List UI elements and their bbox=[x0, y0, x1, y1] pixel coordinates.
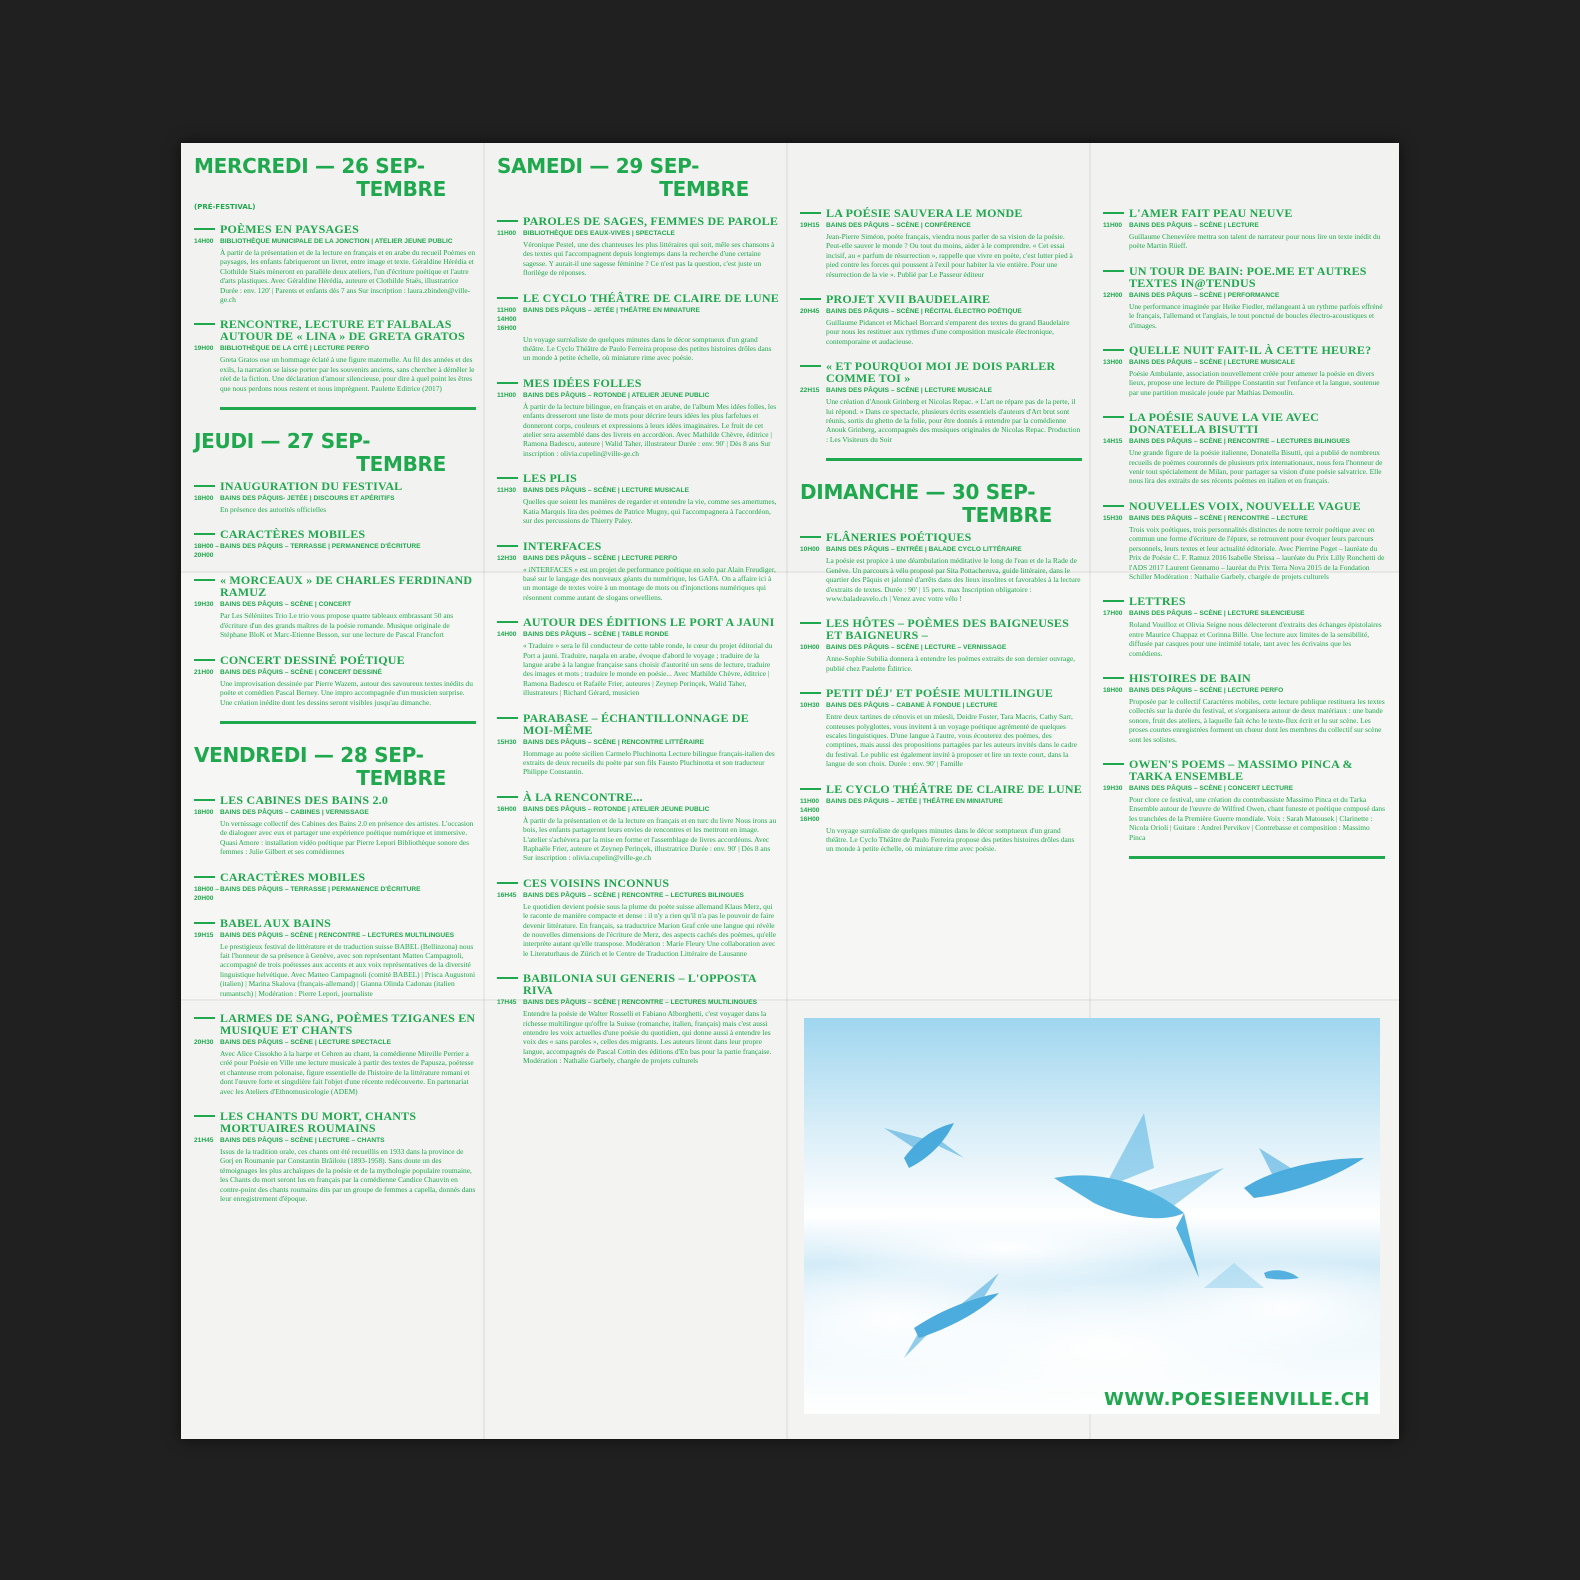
event-time: 11H30 bbox=[497, 487, 517, 495]
event-title: INTERFACES bbox=[497, 540, 779, 552]
event-list bbox=[800, 531, 1082, 854]
event-meta bbox=[194, 344, 476, 353]
event-description: « Traduire » sera le fil conducteur de cette table ronde, le cœur du projet éditorial du Port a jauni. Traduire, naqala en arabe, évoque d'abord le voyage ; traduire de la langue arabe à la langue française sans choisir d'autorité un sens de lecture, traduire des images et mots ; traduire le monde en poésie... Avec Mathilde Chèvre, éditrice | Ramona Badescu et Rafaële Frier, auteures | Zeynep Perinçek, Walid Taher, illustrateurs | Richard Gérard, musicien bbox=[523, 641, 773, 698]
day-heading-saturday bbox=[497, 155, 779, 201]
event-description: Guillaume Chenevière mettra son talent de narrateur pour nous lire un texte inédit du poète Martin Rüeff. bbox=[1129, 232, 1381, 251]
event-title: CONCERT DESSINÉ POÉTIQUE bbox=[194, 654, 476, 666]
event-title: LES PLIS bbox=[497, 472, 779, 484]
event-description: Quelles que soient les manières de regarder et entendre la vie, comme ses amertumes, Katia Marquis lira des poèmes de Patrice Mugny, qui l'accompagnera à l'accordéon, sur des percussions de Thierry Paley. bbox=[523, 497, 777, 526]
event-venue: BIBLIOTHÈQUE DE LA CITÉ | LECTURE PERFO bbox=[220, 345, 370, 353]
event-title: PROJET XVII BAUDELAIRE bbox=[800, 293, 1082, 305]
event-venue: BAINS DES PÂQUIS – SCÈNE | LECTURE MUSICALE bbox=[826, 387, 992, 395]
day-heading-line1: MERCREDI — 26 SEP- bbox=[194, 154, 425, 178]
event-meta bbox=[497, 998, 779, 1007]
event-item bbox=[194, 654, 476, 707]
event-item bbox=[1103, 672, 1385, 744]
event-venue: BAINS DES PÂQUIS – SCÈNE | RÉCITAL ÉLECTRO POÉTIQUE bbox=[826, 308, 1022, 316]
event-venue: BAINS DES PÂQUIS – SCÈNE | LECTURE – CHANTS bbox=[220, 1137, 385, 1144]
event-venue: BAINS DES PÂQUIS – SCÈNE | TABLE RONDE bbox=[523, 631, 669, 639]
column-wednesday-thursday-friday bbox=[194, 155, 476, 1217]
event-meta bbox=[1103, 437, 1385, 446]
event-item bbox=[800, 293, 1082, 346]
event-description: Une performance imaginée par Heike Fiedler, mélangeant à un rythme parfois effréné le français, l'allemand et l'anglais, le tout ponctué de boucles électro-acoustiques et d'images. bbox=[1129, 301, 1383, 330]
event-time: 15H30 bbox=[497, 738, 517, 746]
event-item bbox=[800, 531, 1082, 603]
event-venue: BAINS DES PÂQUIS- JETÉE | DISCOURS ET APÉRITIFS bbox=[220, 495, 395, 503]
event-item bbox=[497, 540, 779, 603]
event-meta bbox=[497, 738, 779, 747]
event-time: 20H30 bbox=[194, 1038, 214, 1046]
event-description: En présence des autorités officielles bbox=[220, 505, 327, 515]
event-venue: BAINS DES PÂQUIS – SCÈNE | LECTURE PERFO bbox=[1129, 686, 1284, 694]
event-description: À partir de la présentation et de la lecture en français et en turc du livre Nous irons au bois, les enfants partageront leurs envies de rencontres et les mettront en image. L'atelier s'achèvera par la mise en forme et l'assemblage de livres accordéons. Avec Raphaële Frier, auteure et Zeynep Perinçek, illustratrice Durée : env. 90' | Dès 8 ans Sur inscription : olivia.cupelin@ville-ge.ch bbox=[523, 815, 777, 863]
day-heading-line2: TEMBRE bbox=[962, 503, 1052, 528]
event-time: 11H00 14H00 16H00 bbox=[497, 306, 517, 332]
event-time: 21H00 bbox=[194, 668, 214, 676]
event-item bbox=[194, 318, 476, 393]
event-time: 19H30 bbox=[1103, 784, 1123, 792]
event-venue: BAINS DES PÂQUIS – SCÈNE | LECTURE MUSICALE bbox=[523, 487, 689, 495]
event-item bbox=[497, 712, 779, 777]
event-meta bbox=[194, 885, 476, 903]
event-title: QUELLE NUIT FAIT-IL À CETTE HEURE? bbox=[1103, 344, 1385, 356]
event-meta bbox=[194, 542, 476, 560]
event-item bbox=[800, 207, 1082, 279]
event-venue: BIBLIOTHÈQUE MUNICIPALE DE LA JONCTION | ATELIER JEUNE PUBLIC bbox=[220, 238, 453, 245]
fold-line bbox=[483, 143, 485, 1439]
event-title: AUTOUR DES ÉDITIONS LE PORT A JAUNI bbox=[497, 616, 779, 628]
event-meta bbox=[194, 931, 476, 940]
event-title: PETIT DÉJ' ET POÉSIE MULTILINGUE bbox=[800, 687, 1082, 699]
event-title: « MORCEAUX » DE CHARLES FERDINAND RAMUZ bbox=[194, 574, 476, 598]
event-time: 21H45 bbox=[194, 1137, 214, 1144]
event-item bbox=[194, 871, 476, 903]
event-venue: BAINS DES PÂQUIS – SCÈNE | LECTURE bbox=[1129, 222, 1259, 229]
event-item bbox=[800, 360, 1082, 444]
day-heading-line1: SAMEDI — 29 SEP- bbox=[497, 154, 700, 178]
pre-festival-label: (PRÉ-FESTIVAL) bbox=[194, 203, 256, 211]
event-description: Une improvisation dessinée par Pierre Wazem, autour des savoureux textes inédits du poète et comédien Pascal Berney. Une impro accompagnée d'un musicien surprise. Une création inédite dont les dessins seront visibles jusqu'au dimanche. bbox=[220, 678, 473, 707]
event-time: 16H45 bbox=[497, 891, 517, 899]
event-title: LARMES DE SANG, POÈMES TZIGANES EN MUSIQUE ET CHANTS bbox=[194, 1012, 476, 1036]
event-title: L'AMER FAIT PEAU NEUVE bbox=[1103, 207, 1385, 219]
event-time: 12H00 bbox=[1103, 291, 1123, 299]
event-title: LES CHANTS DU MORT, CHANTS MORTUAIRES ROUMAINS bbox=[194, 1110, 476, 1134]
event-venue: BAINS DES PÂQUIS – SCÈNE | RENCONTRE – LECTURES BILINGUES bbox=[523, 891, 744, 899]
event-time: 17H00 bbox=[1103, 610, 1123, 618]
event-venue: BAINS DES PÂQUIS – SCÈNE | RENCONTRE LITTÉRAIRE bbox=[523, 738, 704, 746]
event-venue: BAINS DES PÂQUIS – SCÈNE | RENCONTRE – LECTURES MULTILINGUES bbox=[523, 999, 757, 1007]
event-venue: BAINS DES PÂQUIS – SCÈNE | RENCONTRE – LECTURES BILINGUES bbox=[1129, 438, 1350, 446]
event-meta bbox=[1103, 609, 1385, 618]
event-time: 16H00 bbox=[497, 805, 517, 813]
event-item bbox=[194, 794, 476, 857]
event-description: La poésie est propice à une déambulation méditative le long de l'eau et de la Rade de Genève. Un parcours à vélo proposé par Sita Pottacheruva, guide littéraire, dans le quartier des Pâquis et jalonné d'arrêts dans des lieux insolites et favorables à la lecture d'extraits de textes. Durée : 90' | 15 pers. max Inscription obligatoire : www.baladeavelo.ch | Venez avec votre vélo ! bbox=[826, 556, 1081, 603]
event-description: Avec Alice Cissokho à la harpe et Cehren au chant, la comédienne Mireille Perrier a créé pour Poésie en Ville une lecture musicale à partir des textes de Papusza, poétesse et chanteuse rrom polonaise, figure essentielle de l'histoire de la littérature romani et dont l'œuvre forte et singulière fait l'objet d'une récente redécouverte. En partenariat avec les Ateliers d'Ethnomusicologie (ADEM) bbox=[220, 1048, 474, 1096]
event-venue: BAINS DES PÂQUIS – CABANE À FONDUE | LECTURE bbox=[826, 702, 998, 710]
event-description: Pour clore ce festival, une création du contrebassiste Massimo Pinca et du Tarka Ensemble autour de l'œuvre de Wilfred Owen, chant funeste et poétique composé dans les tranchées de la Première Guerre mondiale. Voix : Sarah Matousek | Clarinette : Nicola Orioli | Guitare : Andrei Pervikov | Contrebasse et composition : Massimo Pinca bbox=[1129, 794, 1385, 842]
event-meta bbox=[1103, 291, 1385, 300]
day-heading-line2: TEMBRE bbox=[659, 177, 749, 201]
event-time: 15H30 bbox=[1103, 514, 1123, 522]
event-title: BABILONIA SUI GENERIS – L'OPPOSTA RIVA bbox=[497, 972, 779, 996]
day-heading-line2: TEMBRE bbox=[356, 452, 446, 477]
event-time: 14H00 bbox=[194, 238, 214, 245]
event-venue: BAINS DES PÂQUIS – TERRASSE | PERMANENCE D'ÉCRITURE bbox=[220, 885, 421, 893]
event-meta bbox=[497, 891, 779, 900]
event-description: Un voyage surréaliste de quelques minutes dans le décor somptueux d'un grand théâtre. Le Cyclo Théâtre de Paulo Ferreira propose des petites histoires drôles dans un monde à petite échelle, où miniature rime avec poésie. bbox=[523, 334, 772, 363]
event-time: 19H30 bbox=[194, 601, 214, 609]
column-sunday-afternoon bbox=[1103, 207, 1385, 879]
event-title: « ET POURQUOI MOI JE DOIS PARLER COMME TOI » bbox=[800, 360, 1082, 384]
event-venue: BAINS DES PÂQUIS – ROTONDE | ATELIER JEUNE PUBLIC bbox=[523, 391, 710, 399]
event-title: BABEL AUX BAINS bbox=[194, 917, 476, 929]
event-item bbox=[194, 480, 476, 514]
event-meta bbox=[194, 668, 476, 677]
event-time: 12H30 bbox=[497, 554, 517, 562]
event-item bbox=[194, 1012, 476, 1096]
event-title: LE CYCLO THÉÂTRE DE CLAIRE DE LUNE bbox=[800, 783, 1082, 795]
event-time: 18H00 – 20H00 bbox=[194, 543, 219, 560]
event-meta bbox=[800, 701, 1082, 710]
event-title: LA POÉSIE SAUVERA LE MONDE bbox=[800, 207, 1082, 219]
event-venue: BIBLIOTHÈQUE DES EAUX-VIVES | SPECTACLE bbox=[523, 230, 675, 237]
event-meta bbox=[497, 805, 779, 814]
event-time: 17H45 bbox=[497, 999, 517, 1007]
event-meta bbox=[1103, 784, 1385, 793]
event-title: OWEN'S POEMS – MASSIMO PINCA & TARKA ENSEMBLE bbox=[1103, 758, 1385, 782]
event-venue: BAINS DES PÂQUIS – CABINES | VERNISSAGE bbox=[220, 808, 369, 816]
event-item bbox=[194, 1110, 476, 1203]
event-list bbox=[497, 215, 779, 1066]
event-time: 11H00 bbox=[1103, 222, 1123, 229]
event-title: LES HÔTES – POÈMES DES BAIGNEUSES ET BAIGNEURS – bbox=[800, 617, 1082, 641]
event-item bbox=[1103, 411, 1385, 486]
event-meta bbox=[497, 306, 779, 333]
section-rule bbox=[220, 721, 476, 724]
day-heading-line2: TEMBRE bbox=[356, 177, 446, 201]
event-title: NOUVELLES VOIX, NOUVELLE VAGUE bbox=[1103, 500, 1385, 512]
event-meta bbox=[800, 643, 1082, 652]
event-title: LETTRES bbox=[1103, 595, 1385, 607]
event-description: Anne-Sophie Subilia donnera à entendre les poèmes extraits de son dernier ouvrage, publié chez Paulette Éditrice. bbox=[826, 654, 1076, 673]
event-description: Véronique Pestel, une des chanteuses les plus littéraires qui soit, mêle ses chansons à des textes qui l'accompagnent depuis longtemps dans la recherche d'une certaine sagesse. Y aurait-il une sagesse féminine ? Ce n'est pas la question, c'est juste un florilège de réponses. bbox=[523, 240, 775, 278]
event-time: 18H00 – 20H00 bbox=[194, 885, 219, 902]
event-meta bbox=[194, 494, 476, 503]
event-item bbox=[497, 791, 779, 863]
event-meta bbox=[497, 630, 779, 639]
event-time: 18H00 bbox=[1103, 686, 1123, 694]
day-heading-sunday bbox=[800, 481, 1082, 527]
event-title: INAUGURATION DU FESTIVAL bbox=[194, 480, 476, 492]
event-item bbox=[497, 377, 779, 458]
event-description: Une création d'Anouk Grinberg et Nicolas Repac. « L'art ne répare pas de la perte, il lui répond. » Dans ce spectacle, plusieurs écrits essentiels d'auteurs d'Art brut sont réunis, sortis du ghetto de la folie, pour être donnés à entendre par la comédienne Anouk Grinberg, accompagnés des musiques originales de Nicolas Repac. Production : Les Visiteurs du Soir bbox=[826, 397, 1081, 444]
event-description: Une grande figure de la poésie italienne, Donatella Bisutti, qui a publié de nombreux recueils de poèmes couronnés de plusieurs prix internationaux, nous fera l'honneur de venir tout spécialement de Milan, pour partager sa vision d'une poésie salvatrice. Elle nous lira des extraits de ses récents poèmes en italien et en français. bbox=[1129, 448, 1383, 486]
event-description: Un vernissage collectif des Cabines des Bains 2.0 en présence des artistes. L'occasion de dialoguer avec eux et partager une expérience poétique numérique et immersive. Quasi Amore : installation vidéo poétique par Pierre Lepori Bibliothèque sonore des femmes : Julie Gilbert et ses comédiennes bbox=[220, 818, 474, 857]
day-heading-friday bbox=[194, 744, 476, 790]
event-description: Le prestigieux festival de littérature et de traduction suisse BABEL (Bellinzona) nous fait l'honneur de sa présence à Genève, avec son représentant Matteo Campagnoli, accompagné de trois poétesses aux accents et aux voix représentatives de la diversité linguistique helvétique. Avec Matteo Campagnoli (comité BABEL) | Prisca Augustoni (italien) | Marina Skalova (français-allemand) | Gianna Olinda Cadonau (italien rumantsch) | Modération : Pierre Lepori, journaliste bbox=[220, 941, 476, 998]
event-item bbox=[1103, 265, 1385, 330]
event-title: CARACTÈRES MOBILES bbox=[194, 528, 476, 540]
section-rule bbox=[1129, 856, 1385, 859]
event-description: Le quotidien devient poésie sous la plume du poète suisse allemand Klaus Merz, qui le raconte de manière compacte et dense : il n'y a rien qu'il n'a pas le pouvoir de faire devenir littérature. En français, sa traductrice Marion Graf crée une langue qui révèle de nouvelles dimensions de l'écriture de Merz, des aspects cachés des poèmes, qu'elle interprète autant qu'elle transpose. Modération : Marie Fleury Une collaboration avec le Literaturhaus de Zürich et le Centre de Traduction Littéraire de Lausanne bbox=[523, 901, 777, 958]
event-meta bbox=[1103, 358, 1385, 367]
day-heading-line2: TEMBRE bbox=[356, 765, 446, 790]
event-description: Issus de la tradition orale, ces chants ont été recueillis en 1933 dans la province de Gorj en Roumanie par Constantin Brăiloiu (1893-1958). Sans doute un des témoignages les plus archaïques de la poésie et de la mythologie populaire roumaine, les Chants du mort seront lus en français par la comédienne Candice Chauvin en contre-point des chants roumains dits par un groupe de femmes a capella, donnés dans leur enregistrement d'époque. bbox=[220, 1147, 476, 1204]
day-heading-wednesday bbox=[194, 155, 476, 201]
event-item bbox=[497, 472, 779, 525]
event-item bbox=[1103, 595, 1385, 658]
event-meta bbox=[194, 1136, 476, 1145]
event-title: UN TOUR DE BAIN: POE.ME ET AUTRES TEXTES IN@TENDUS bbox=[1103, 265, 1385, 289]
event-meta bbox=[1103, 514, 1385, 523]
event-venue: BAINS DES PÂQUIS – SCÈNE | RENCONTRE – LECTURES MULTILINGUES bbox=[220, 931, 454, 939]
event-description: Roland Vouilloz et Olivia Seigne nous délecteront d'extraits des échanges épistolaires entre Maurice Chappaz et Corinna Bille. Une lecture aux limites de la sensibilité, diffusée par casques pour une intimité totale, tant avec les écrivains que les comédiens. bbox=[1129, 620, 1382, 658]
section-rule bbox=[826, 458, 1082, 461]
event-item bbox=[497, 215, 779, 278]
event-description: Poésie Ambulante, association nouvellement créée pour amener la poésie en divers lieux, propose une lecture de Philippe Constantin sur l'enfance et la langue, soutenue par une partition musicale jouée par Mathias Demoulin. bbox=[1129, 369, 1380, 397]
event-list bbox=[800, 207, 1082, 444]
event-item bbox=[194, 528, 476, 560]
event-description: Trois voix poétiques, trois personnalités distinctes de notre terroir poétique avec en commun une forme d'écriture de l'épure, se retrouvent pour évoquer leurs parcours personnels, leurs textes et leur actualité éditoriale. Avec Pierrine Poget – lauréate du Prix de Poésie C. F. Ramuz 2016 Isabelle Sbrissa – lauréate du Prix Lilly Ronchetti de l'ADS 2017 Laurent Gennamo – lauréat du Prix Terra Nova 2015 de la Fondation Schiller Modération : Nathalie Garbely, chargée de projets culturels bbox=[1129, 524, 1385, 581]
event-meta bbox=[800, 545, 1082, 554]
event-item bbox=[1103, 500, 1385, 581]
event-list bbox=[194, 223, 476, 393]
event-venue: BAINS DES PÂQUIS – ROTONDE | ATELIER JEUNE PUBLIC bbox=[523, 805, 710, 813]
event-venue: BAINS DES PÂQUIS – ENTRÉE | BALADE CYCLO LITTÉRAIRE bbox=[826, 546, 1022, 554]
event-meta bbox=[1103, 686, 1385, 695]
event-meta bbox=[194, 808, 476, 817]
event-venue: BAINS DES PÂQUIS – SCÈNE | LECTURE – VERNISSAGE bbox=[826, 644, 1007, 652]
event-title: HISTOIRES DE BAIN bbox=[1103, 672, 1385, 684]
event-venue: BAINS DES PÂQUIS – SCÈNE | LECTURE SPECTACLE bbox=[220, 1038, 391, 1046]
event-title: LA POÉSIE SAUVE LA VIE AVEC DONATELLA BISUTTI bbox=[1103, 411, 1385, 435]
event-venue: BAINS DES PÂQUIS – SCÈNE | CONCERT bbox=[220, 601, 352, 609]
event-meta bbox=[194, 1038, 476, 1047]
event-item bbox=[497, 616, 779, 697]
event-list bbox=[194, 794, 476, 1204]
event-meta bbox=[1103, 221, 1385, 230]
event-time: 18H00 bbox=[194, 495, 214, 503]
day-heading-line1: DIMANCHE — 30 SEP- bbox=[800, 480, 1036, 505]
event-description: Guillaume Pidancet et Michael Borcard s'emparent des textes du grand Baudelaire pour nous les restituer aux rythmes d'une composition musicale électronique, contemporaine et audacieuse. bbox=[826, 318, 1070, 346]
event-meta bbox=[800, 386, 1082, 395]
section-rule bbox=[220, 407, 476, 410]
event-venue: BAINS DES PÂQUIS – SCÈNE | PERFORMANCE bbox=[1129, 291, 1280, 299]
event-item bbox=[194, 917, 476, 998]
event-description: Par Les Séléniites Trio Le trio vous propose quatre tableaux embrassant 50 ans d'écriture d'un des grands maîtres de la poésie romande. Musique originale de Stéphane BloK et Marc-Etienne Besson, sur une lecture de Pascal Francfort bbox=[220, 611, 454, 640]
event-venue: BAINS DES PÂQUIS – SCÈNE | CONFÉRENCE bbox=[826, 222, 971, 229]
event-list bbox=[194, 480, 476, 707]
event-venue: BAINS DES PÂQUIS – SCÈNE | RENCONTRE – LECTURE bbox=[1129, 514, 1308, 522]
event-meta bbox=[497, 486, 779, 495]
event-meta bbox=[800, 797, 1082, 824]
event-description: Greta Gratos ose un hommage éclaté à une figure maternelle. Au fil des années et des exils, la narration se laisse porter par les souvenirs anciens, sans chercher à démêler le réel de la fiction. Une déclaration d'amour silencieuse, pour dire à quel point les êtres que nous perdons nous restent et nous imprègnent. Paulette Editrice (2017) bbox=[220, 355, 475, 393]
event-time: 18H00 bbox=[194, 808, 214, 816]
event-meta bbox=[497, 229, 779, 238]
event-item bbox=[1103, 344, 1385, 397]
event-time: 19H15 bbox=[800, 222, 820, 229]
event-title: POÈMES EN PAYSAGES bbox=[194, 223, 476, 235]
event-description: Jean-Pierre Siméon, poète français, viendra nous parler de sa vision de la poésie. Peut-elle sauver le monde ? Ou tout du moins, aider à le comprendre. « Cet essai incisif, au « parfum de résurrection », rappelle que vivre en poète, c'est lutter pied à pied contre les forces qui poussent à l'exil pour habiter la vie entière. Pour une résurrection de la vie ». Publié par Le Passeur éditeur bbox=[826, 232, 1073, 279]
event-title: LE CYCLO THÉÂTRE DE CLAIRE DE LUNE bbox=[497, 292, 779, 304]
event-item bbox=[194, 574, 476, 639]
event-meta bbox=[800, 307, 1082, 316]
column-saturday-sunday bbox=[800, 207, 1082, 868]
event-venue: BAINS DES PÂQUIS – TERRASSE | PERMANENCE D'ÉCRITURE bbox=[220, 543, 421, 551]
day-heading-thursday bbox=[194, 430, 476, 476]
event-item bbox=[194, 223, 476, 304]
event-item bbox=[497, 292, 779, 363]
event-description: Un voyage surréaliste de quelques minutes dans le décor somptueux d'un grand théâtre. Le Cyclo Théâtre de Paulo Ferreira propose des petites histoires drôles dans un monde à petite échelle, où miniature rime avec poésie. bbox=[826, 825, 1075, 854]
event-description: « iNTERFACES » est un projet de performance poétique en solo par Alain Freudiger, basé sur le langage des nouveaux géants du numérique, les GAFA. On a affaire ici à un montage de textes voire à un montage de mots ou d'injonctions numériques qui résonnent comme autant de slogans orwelliens. bbox=[523, 564, 776, 602]
event-item bbox=[497, 877, 779, 958]
event-venue: BAINS DES PÂQUIS – SCÈNE | CONCERT LECTURE bbox=[1129, 784, 1294, 792]
event-time: 20H45 bbox=[800, 308, 820, 316]
event-list bbox=[1103, 207, 1385, 842]
event-item bbox=[800, 687, 1082, 768]
event-time: 14H00 bbox=[497, 631, 517, 639]
festival-website-url[interactable]: WWW.POESIEENVILLE.CH bbox=[1103, 1389, 1370, 1410]
event-time: 11H00 bbox=[497, 391, 517, 399]
flying-fish-image bbox=[804, 1018, 1380, 1414]
event-time: 10H30 bbox=[800, 702, 820, 710]
festival-program-sheet bbox=[181, 143, 1399, 1439]
event-title: RENCONTRE, LECTURE ET FALBALAS AUTOUR DE « LINA » DE GRETA GRATOS bbox=[194, 318, 476, 342]
event-meta bbox=[497, 554, 779, 563]
day-heading-line1: VENDREDI — 28 SEP- bbox=[194, 742, 424, 767]
event-venue: BAINS DES PÂQUIS – SCÈNE | CONCERT DESSINÉ bbox=[220, 668, 382, 676]
event-time: 13H00 bbox=[1103, 359, 1123, 367]
event-time: 22H15 bbox=[800, 387, 820, 395]
day-heading-line1: JEUDI — 27 SEP- bbox=[194, 429, 371, 454]
event-meta bbox=[497, 391, 779, 400]
event-description: À partir de la lecture bilingue, en français et en arabe, de l'album Mes idées folles, les enfants dresseront une liste de mots pour décrire leurs idées les plus farfelues et donneront corps, couleurs et expressions à leurs idées imaginaires. Le fruit de cet atelier sera assemblé dans des livrets en accordéon. Avec Mathilde Chèvre, éditrice | Ramona Badescu, auteure | Walid Taher, illustrateur Durée : env. 90' | Dès 8 ans Sur inscription : olivia.cupelin@ville-ge.ch bbox=[523, 401, 777, 458]
event-title: MES IDÉES FOLLES bbox=[497, 377, 779, 389]
event-description: Proposée par le collectif Caractères mobiles, cette lecture publique restituera les textes collectés sur la durée du festival, et s'organisera autour de deux matériaux : une bande sonore, fruit des ateliers, à laquelle fait écho le texte-flux écrit et lu sur scène. Les proses courtes enregistrées forment un chœur dont les membres du collectif sur scène sont les solistes. bbox=[1129, 696, 1385, 744]
event-item bbox=[1103, 207, 1385, 251]
event-title: PARABASE – ÉCHANTILLONNAGE DE MOI-MÊME bbox=[497, 712, 779, 736]
event-item bbox=[800, 617, 1082, 673]
event-description: Hommage au poète sicilien Carmelo Pluchinotta Lecture bilingue français-italien des extraits de deux recueils du poète par son fils Fausto Pluchinotta et son traducteur Philippe Constantin. bbox=[523, 748, 775, 777]
event-title: FLÂNERIES POÉTIQUES bbox=[800, 531, 1082, 543]
column-saturday bbox=[497, 155, 779, 1080]
event-venue: BAINS DES PÂQUIS – SCÈNE | LECTURE MUSICALE bbox=[1129, 359, 1295, 367]
event-time: 11H00 14H00 16H00 bbox=[800, 797, 820, 823]
event-venue: BAINS DES PÂQUIS – JETÉE | THÉÂTRE EN MINIATURE bbox=[523, 306, 700, 314]
event-venue: BAINS DES PÂQUIS – JETÉE | THÉÂTRE EN MINIATURE bbox=[826, 797, 1003, 805]
event-time: 10H00 bbox=[800, 644, 820, 652]
event-time: 19H15 bbox=[194, 931, 214, 939]
event-item bbox=[1103, 758, 1385, 842]
event-title: À LA RENCONTRE... bbox=[497, 791, 779, 803]
event-meta bbox=[194, 237, 476, 246]
event-description: À partir de la présentation et de la lecture en français et en arabe du recueil Poèmes en paysages, les enfants fabriqueront un livret, entre image et texte. Géraldine Hérédia et Clothilde Staës mèneront en parallèle deux ateliers, l'un d'écriture poétique et l'autre d'arts plastiques. Avec Géraldine Hérédia, auteure et Clothilde Staës, illustratrice Durée : env. 120' | Parents et enfants dès 7 ans Sur inscription : laura.zbinden@ville-ge.ch bbox=[220, 248, 476, 305]
event-meta bbox=[800, 221, 1082, 230]
event-item bbox=[497, 972, 779, 1065]
event-description: Entre deux tartines de cénovis et un müesli, Deidre Foster, Tara Macris, Cathy Sarr, conteuses polyglottes, vous invitent à un voyage poétique agrémenté de quelques escales linguistiques. D'une langue à l'autre, vous écouterez des poèmes, des comptines, mais aussi des propositions partagées par les auteurs invités dans le cadre du festival. Le public est également invité à proposer et lire un texte court, dans la langue de son choix. Durée : env. 90' | Famille bbox=[826, 712, 1078, 769]
event-venue: BAINS DES PÂQUIS – SCÈNE | LECTURE PERFO bbox=[523, 554, 678, 562]
flying-fish-illustration bbox=[804, 1018, 1380, 1414]
fold-line bbox=[786, 143, 788, 1439]
event-title: CES VOISINS INCONNUS bbox=[497, 877, 779, 889]
event-meta bbox=[194, 600, 476, 609]
event-time: 10H00 bbox=[800, 546, 820, 554]
event-title: CARACTÈRES MOBILES bbox=[194, 871, 476, 883]
event-time: 11H00 bbox=[497, 230, 517, 237]
event-title: LES CABINES DES BAINS 2.0 bbox=[194, 794, 476, 806]
event-venue: BAINS DES PÂQUIS – SCÈNE | LECTURE SILENCIEUSE bbox=[1129, 610, 1305, 618]
event-item bbox=[800, 783, 1082, 854]
event-title: PAROLES DE SAGES, FEMMES DE PAROLE bbox=[497, 215, 779, 227]
event-time: 19H00 bbox=[194, 345, 214, 353]
event-time: 14H15 bbox=[1103, 438, 1123, 446]
event-description: Entendre la poésie de Walter Rosselli et Fabiano Alborghetti, c'est voyager dans la richesse multilingue qu'offre la Suisse (romanche, italien, français) mais c'est aussi entendre les voix actuelles d'une poésie du quotidien, qui donne aussi à entendre les voix des « sans paroles », celles des migrants. Les auteurs liront dans leur propre langue, accompagnés de Pascal Cottin des éditions d'En bas pour la partie française. Modération : Nathalie Garbely, chargée de projets culturels bbox=[523, 1009, 772, 1066]
